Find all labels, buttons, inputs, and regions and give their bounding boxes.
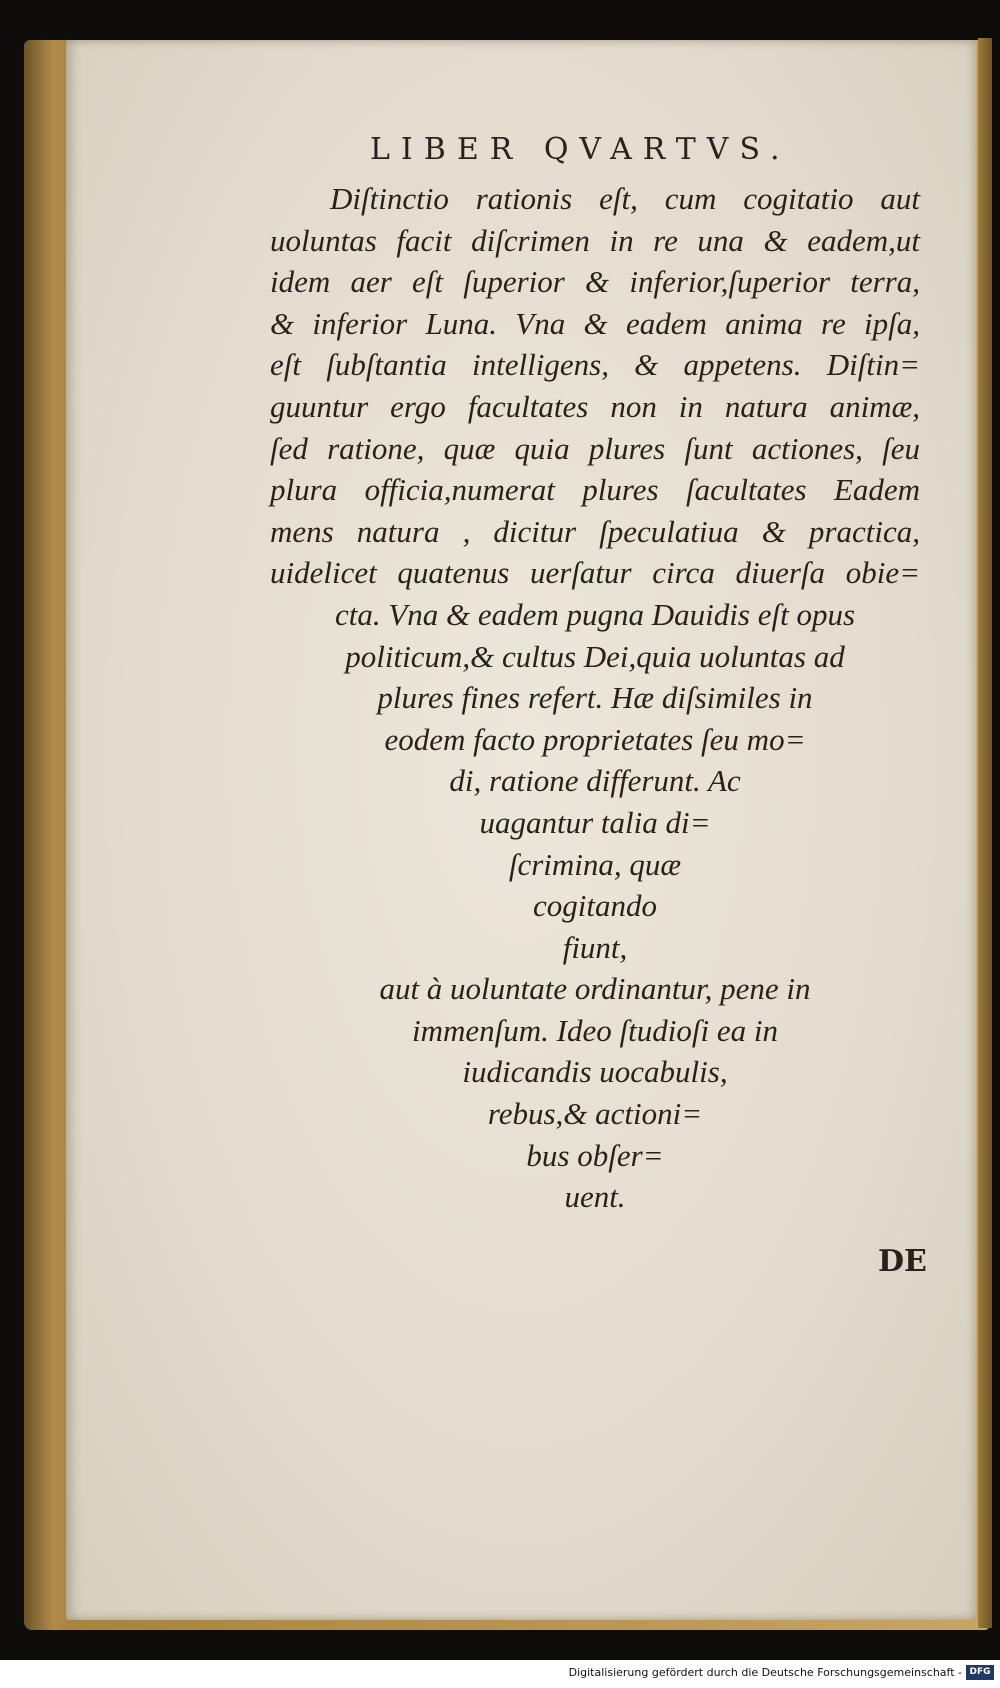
text-line: eſt ſubſtantia intelligens, & appetens. Diſtin= bbox=[270, 347, 920, 383]
text-line: plura officia,numerat plures ſacultates Eadem bbox=[270, 472, 920, 508]
text-line: cogitando bbox=[533, 888, 657, 924]
text-line: di, ratione differunt. Ac bbox=[449, 763, 741, 799]
footer-credit: Digitalisierung gefördert durch die Deutsche Forschungsgemeinschaft - bbox=[568, 1666, 962, 1679]
text-line: rebus,& actioni= bbox=[487, 1096, 703, 1132]
text-line: uoluntas facit diſcrimen in re una & eadem,ut bbox=[270, 222, 920, 258]
catchword: DE bbox=[878, 1244, 927, 1279]
text-line: politicum,& cultus Dei,quia uoluntas ad bbox=[345, 638, 845, 674]
text-line: fiunt, bbox=[562, 929, 628, 965]
text-line: & inferior Luna. Vna & eadem anima re ipſa, bbox=[270, 305, 920, 341]
text-line: ſcrimina, quæ bbox=[508, 846, 682, 882]
page-text bbox=[270, 178, 920, 1218]
text-line: aut à uoluntate ordinantur, pene in bbox=[379, 971, 811, 1007]
page-edge-right bbox=[978, 38, 992, 1628]
footer-bar bbox=[0, 1660, 1000, 1688]
running-head: LIBER QVARTVS. bbox=[370, 132, 791, 167]
text-line: uent. bbox=[564, 1179, 626, 1215]
dfg-logo-icon: DFG bbox=[966, 1665, 994, 1680]
text-line: immenſum. Ideo ſtudioſi ea in bbox=[412, 1012, 778, 1048]
text-line: Diſtinctio rationis eſt, cum cogitatio aut bbox=[330, 181, 920, 216]
text-line: eodem facto proprietates ſeu mo= bbox=[384, 721, 806, 757]
text-line: uagantur talia di= bbox=[479, 804, 711, 840]
text-line: cta. Vna & eadem pugna Dauidis eſt opus bbox=[334, 596, 856, 632]
text-line: ſed ratione, quæ quia plures ſunt actiones, ſeu bbox=[270, 430, 920, 466]
text-line: iudicandis uocabulis, bbox=[462, 1054, 728, 1090]
text-line: bus obſer= bbox=[526, 1137, 664, 1173]
text-line: idem aer eſt ſuperior & inferior,ſuperior terra, bbox=[270, 264, 920, 300]
text-line: uidelicet quatenus uerſatur circa diuerſa obie= bbox=[270, 555, 920, 591]
text-line: mens natura , dicitur ſpeculatiua & practica, bbox=[270, 513, 920, 549]
text-line: guuntur ergo facultates non in natura animæ, bbox=[270, 388, 920, 424]
text-line: plures fines refert. Hæ diſsimiles in bbox=[377, 680, 813, 716]
